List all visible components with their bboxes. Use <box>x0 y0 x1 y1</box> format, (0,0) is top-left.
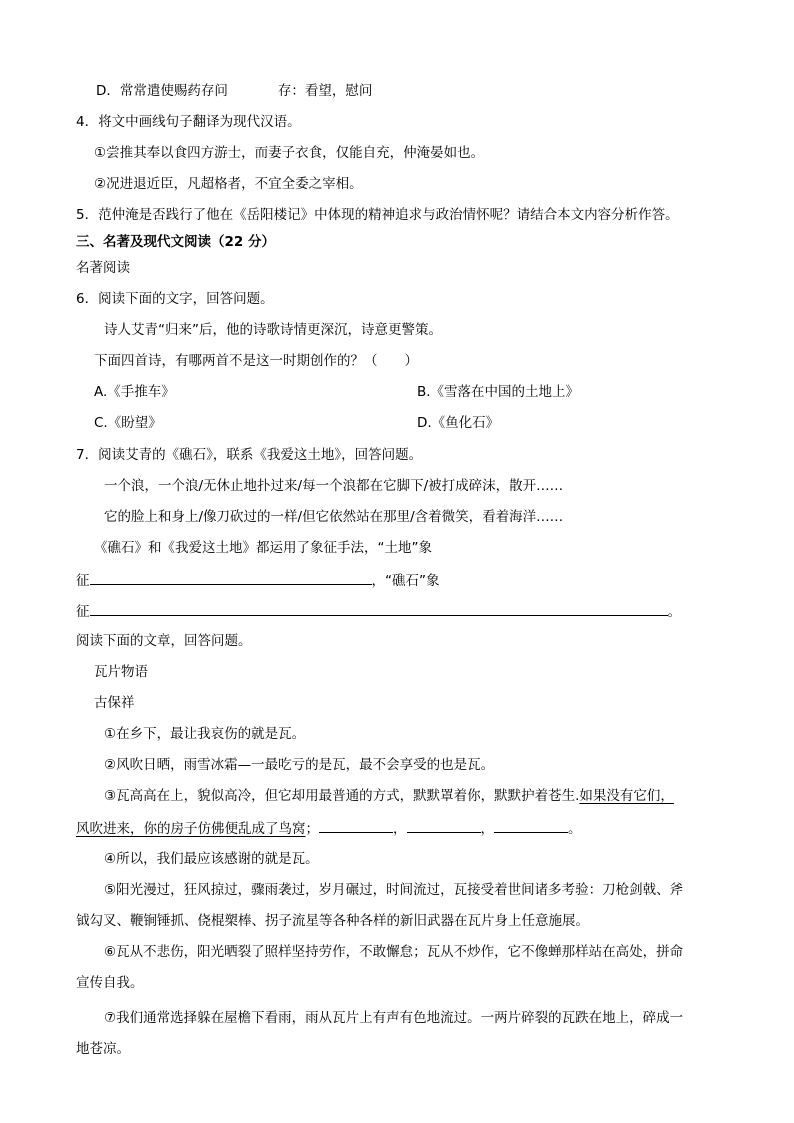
paragraph-1: ①在乡下，最让我哀伤的就是瓦。 <box>104 726 306 742</box>
paragraph-3-underlined-2: 风吹进来，你的房子仿佛便乱成了鸟窝 <box>76 821 306 837</box>
paragraph-7-line-2: 地苍凉。 <box>76 1041 130 1057</box>
paragraph-3-end: 。 <box>568 821 582 837</box>
paragraph-3-blank-3[interactable] <box>494 817 568 833</box>
q6-option-d: D.《鱼化石》 <box>417 415 500 431</box>
paragraph-7-line-1: ⑦我们通常选择躲在屋檐下看雨，雨从瓦片上有声有色地流过。一两片碎裂的瓦跌在地上，碎成一 <box>104 1010 684 1026</box>
q6-option-a: A.《手推车》 <box>94 384 175 400</box>
article-author: 古保祥 <box>94 695 135 711</box>
q6-passage: 诗人艾青“归来”后，他的诗歌诗情更深沉，诗意更警策。 <box>104 322 442 338</box>
paragraph-5-line-1: ⑤阳光漫过，狂风掠过，骤雨袭过，岁月碾过，时间流过，瓦接受着世间诸多考验：刀枪剑戟、斧 <box>104 882 684 898</box>
q7-line2-end: 。 <box>667 604 681 620</box>
q7-poem-line-2: 它的脸上和身上/像刀砍过的一样/但它依然站在那里/含着微笑，看着海洋…… <box>104 509 564 525</box>
paragraph-2: ②风吹日晒，雨雪冰霜—一最吃亏的是瓦，最不会享受的也是瓦。 <box>104 757 495 773</box>
paragraph-3-semicolon: ； <box>305 821 319 837</box>
q7-line2-start: 征 <box>76 604 90 620</box>
q3-option-d <box>96 81 372 101</box>
paragraph-3-blank-1[interactable] <box>319 817 393 833</box>
paragraph-3-text: ③瓦高高在上，貌似高冷，但它却用最普通的方式，默默罩着你，默默护着苍生. <box>104 788 580 804</box>
paragraph-6-line-2: 宣传自我。 <box>76 975 144 991</box>
q7-answer-line-1 <box>76 569 440 591</box>
q3-option-d-text: D．常常遣使赐药存问 <box>96 83 228 99</box>
paragraph-5-line-2: 钺勾叉、鞭锏锤抓、侥棍槊棒、拐子流星等各种各样的新旧武器在瓦片身上任意施展。 <box>76 913 589 929</box>
q7-answer-line-2 <box>76 600 681 622</box>
q7-stem: 7．阅读艾青的《礁石》，联系《我爱这土地》，回答问题。 <box>76 447 423 463</box>
q6-option-b: B.《雪落在中国的土地上》 <box>417 384 580 400</box>
q7-poem-line-1: 一个浪，一个浪/无休止地扑过来/每一个浪都在它脚下/被打成碎沫，散开…… <box>104 478 564 494</box>
q6-question: 下面四首诗，有哪两首不是这一时期创作的？（ ） <box>94 353 418 369</box>
paragraph-3-line-2 <box>76 817 582 839</box>
q7-prompt: 《礁石》和《我爱这土地》都运用了象征手法，“土地”象 <box>94 540 432 556</box>
q4-sentence-1: ①尝推其奉以食四方游士，而妻子衣食，仅能自充，仲淹晏如也。 <box>94 145 485 161</box>
q6-option-c: C.《盼望》 <box>94 415 162 431</box>
q7-line1-mid: ，“礁石”象 <box>371 573 440 589</box>
q7-line1-start: 征 <box>76 573 90 589</box>
paragraph-4: ④所以，我们最应该感谢的就是瓦。 <box>104 851 319 867</box>
paragraph-3-comma-2: ， <box>480 821 494 837</box>
paragraph-3-line-1 <box>104 786 674 806</box>
reading-intro: 阅读下面的文章，回答问题。 <box>76 633 252 649</box>
q4-sentence-2: ②况进退近臣，凡超格者，不宜全委之宰相。 <box>94 176 363 192</box>
paragraph-3-blank-2[interactable] <box>407 817 481 833</box>
q7-blank-land[interactable] <box>90 569 372 585</box>
paragraph-3-underlined-1: 如果没有它们， <box>579 788 674 804</box>
section-3-title: 三、名著及现代文阅读（22 分） <box>76 234 275 250</box>
paragraph-6-line-1: ⑥瓦从不悲伤，阳光晒裂了照样坚持劳作，不敢懈怠；瓦从不炒作，它不像蝉那样站在高处，拼命 <box>104 944 684 960</box>
section-3-subtitle: 名著阅读 <box>76 260 130 276</box>
q3-option-d-gloss: 存：看望，慰问 <box>277 83 373 99</box>
article-title: 瓦片物语 <box>94 664 148 680</box>
paragraph-3-comma-1: ， <box>393 821 407 837</box>
q7-blank-reef[interactable] <box>90 600 668 616</box>
q6-stem: 6．阅读下面的文字，回答问题。 <box>76 291 274 307</box>
q5-stem: 5．范仲淹是否践行了他在《岳阳楼记》中体现的精神追求与政治情怀呢？请结合本文内容分析作答。 <box>76 207 679 223</box>
q4-stem: 4．将文中画线句子翻译为现代汉语。 <box>76 114 301 130</box>
